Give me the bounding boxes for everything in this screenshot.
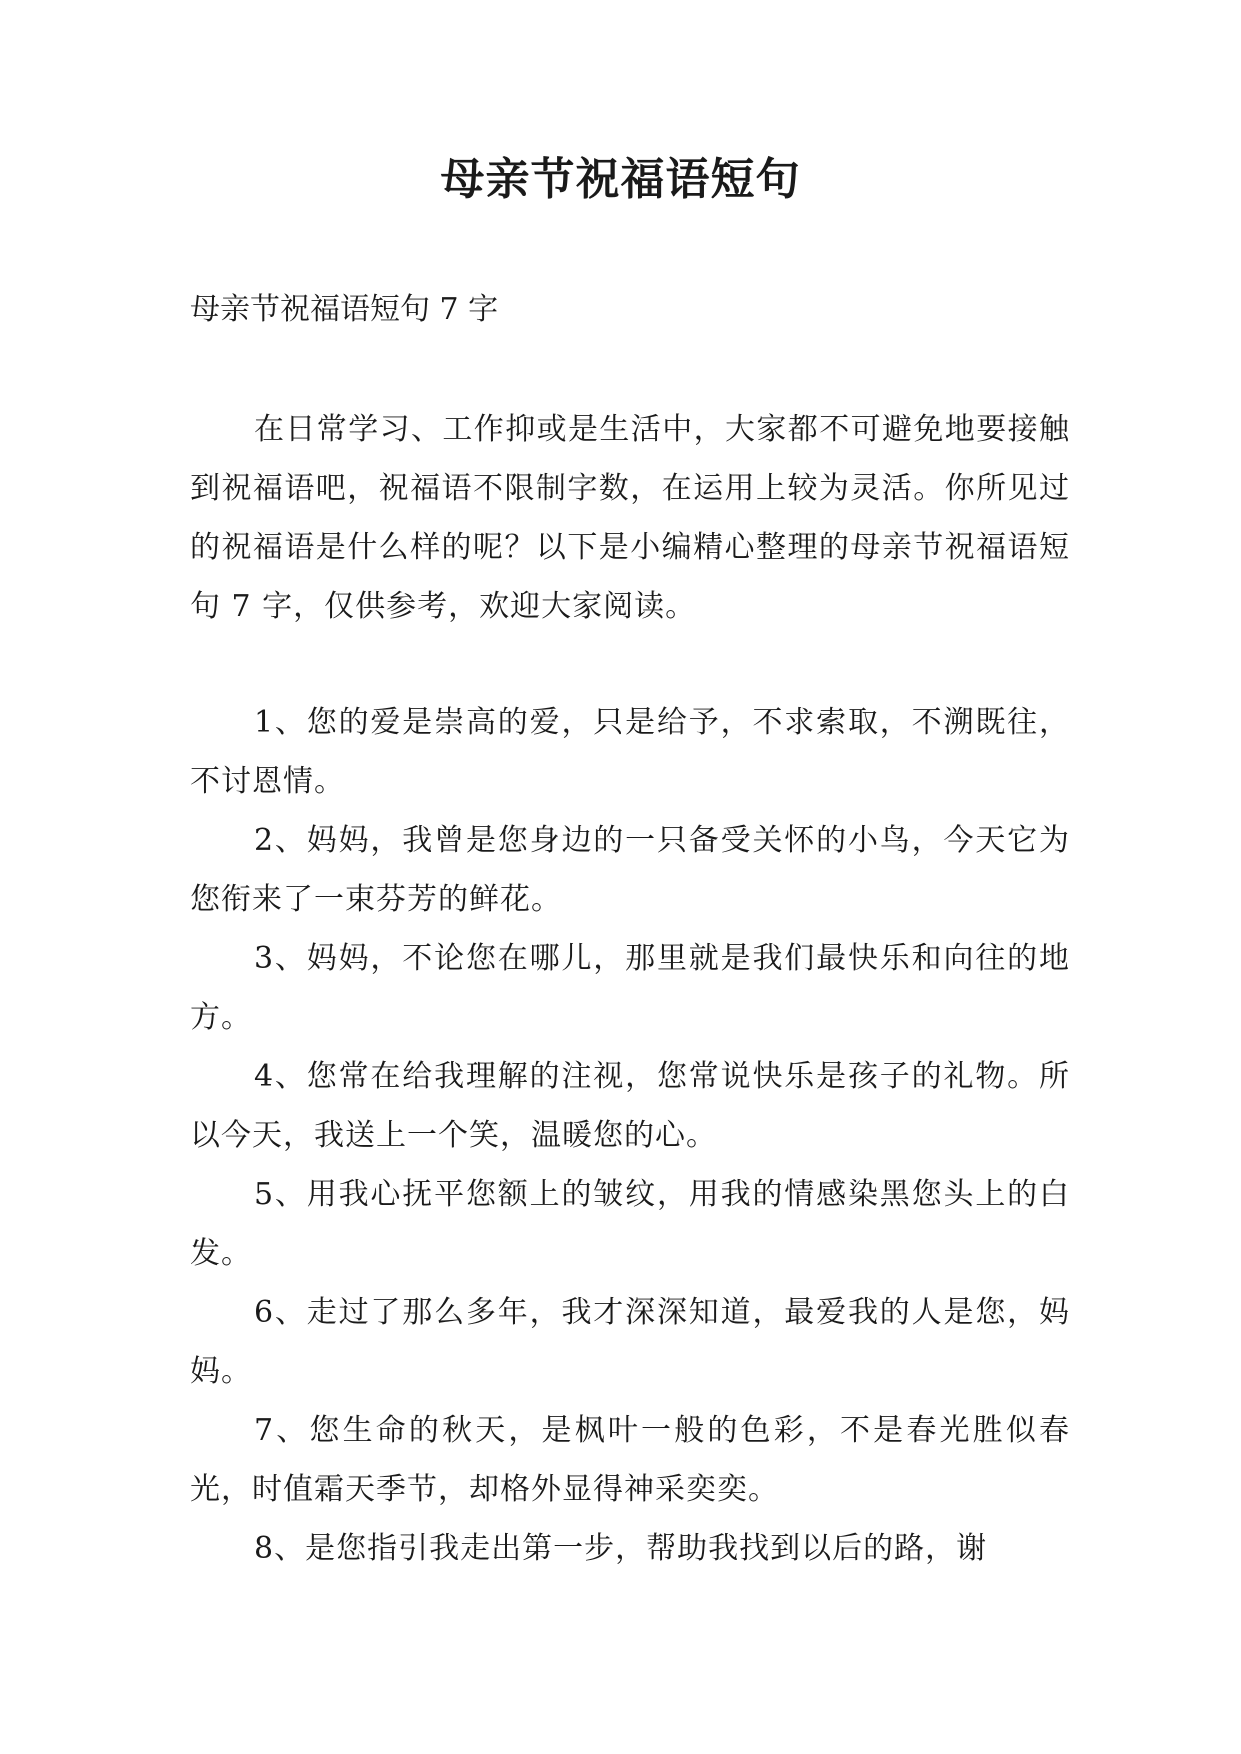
list-item: 4、您常在给我理解的注视，您常说快乐是孩子的礼物。所以今天，我送上一个笑，温暖您的心。 — [190, 1059, 1070, 1153]
list-item: 1、您的爱是崇高的爱，只是给予，不求索取，不溯既往，不讨恩情。 — [190, 705, 1070, 799]
list-item: 3、妈妈，不论您在哪儿，那里就是我们最快乐和向往的地方。 — [190, 941, 1070, 1035]
document-subtitle: 母亲节祝福语短句 7 字 — [190, 292, 499, 327]
list-item: 8、是您指引我走出第一步，帮助我找到以后的路，谢 — [254, 1531, 988, 1566]
list-item: 2、妈妈，我曾是您身边的一只备受关怀的小鸟，今天它为您衔来了一束芬芳的鲜花。 — [190, 823, 1070, 917]
blessing-list — [190, 693, 1070, 1578]
list-item: 6、走过了那么多年，我才深深知道，最爱我的人是您，妈妈。 — [190, 1295, 1070, 1389]
document-title: 母亲节祝福语短句 — [440, 154, 801, 205]
intro-paragraph: 在日常学习、工作抑或是生活中，大家都不可避免地要接触到祝福语吧，祝福语不限制字数，在运用上较为灵活。你所见过的祝福语是什么样的呢？以下是小编精心整理的母亲节祝福语短句 7 字，仅供参考，欢迎大家阅读。 — [190, 412, 1070, 624]
list-item: 7、您生命的秋天，是枫叶一般的色彩，不是春光胜似春光，时值霜天季节，却格外显得神采奕奕。 — [190, 1413, 1070, 1507]
list-item: 5、用我心抚平您额上的皱纹，用我的情感染黑您头上的白发。 — [190, 1177, 1070, 1271]
